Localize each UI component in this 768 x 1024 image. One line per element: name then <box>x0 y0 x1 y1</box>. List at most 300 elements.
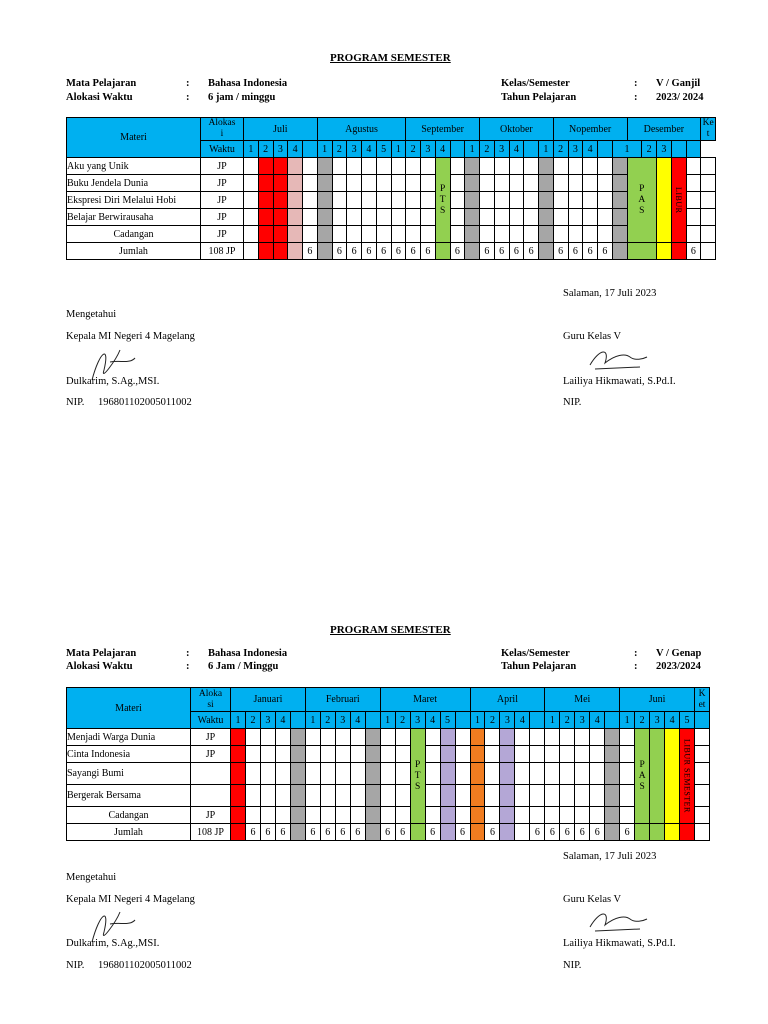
materi-cell: Menjadi Warga Dunia <box>67 729 191 746</box>
week-number: 3 <box>421 141 436 158</box>
doc1-alokasi-label: Alokasi Waktu <box>66 92 133 103</box>
week-cell <box>480 158 495 175</box>
count-cell <box>273 243 288 260</box>
count-cell <box>635 824 650 841</box>
week-cell <box>590 763 605 785</box>
week-number: 5 <box>680 712 695 729</box>
week-number: 2 <box>320 712 335 729</box>
week-spacer <box>303 141 318 158</box>
week-spacer <box>524 141 539 158</box>
doc1-title: PROGRAM SEMESTER <box>330 52 451 64</box>
week-cell <box>524 226 539 243</box>
week-cell <box>539 226 554 243</box>
count-cell: 6 <box>560 824 575 841</box>
week-cell <box>568 226 583 243</box>
count-cell <box>627 243 657 260</box>
materi-cell: Buku Jendela Dunia <box>67 175 201 192</box>
jp-cell: JP <box>201 192 244 209</box>
week-cell <box>494 158 509 175</box>
doc1-kelas-value: V / Ganjil <box>656 78 701 89</box>
materi-cell: Ekspresi Diri Melalui Hobi <box>67 192 201 209</box>
pas-cell: P A S <box>627 158 657 243</box>
jumlah-label: Jumlah <box>67 243 201 260</box>
week-cell <box>480 175 495 192</box>
ket-cell <box>686 141 701 158</box>
month-header: Maret <box>380 688 470 712</box>
week-cell <box>605 807 620 824</box>
week-cell <box>455 807 470 824</box>
week-cell <box>245 807 260 824</box>
week-cell <box>560 807 575 824</box>
week-cell <box>258 209 273 226</box>
week-cell <box>575 746 590 763</box>
week-cell <box>620 807 635 824</box>
week-cell <box>391 209 406 226</box>
count-cell <box>465 243 480 260</box>
week-cell <box>575 785 590 807</box>
week-cell <box>244 175 259 192</box>
week-cell <box>275 746 290 763</box>
week-cell <box>598 192 613 209</box>
count-cell: 6 <box>598 243 613 260</box>
week-cell <box>560 763 575 785</box>
doc1-kepala-name: Dulkarim, S.Ag.,MSI. <box>66 376 160 387</box>
count-cell <box>650 824 665 841</box>
week-number: 2 <box>635 712 650 729</box>
week-number: 1 <box>391 141 406 158</box>
week-cell <box>332 226 347 243</box>
week-cell <box>485 785 500 807</box>
materi-cell: Bergerak Bersama <box>67 785 191 807</box>
week-cell <box>590 807 605 824</box>
week-number: 1 <box>545 712 560 729</box>
week-cell <box>332 175 347 192</box>
week-number: 4 <box>425 712 440 729</box>
count-cell <box>500 824 515 841</box>
week-cell <box>470 746 485 763</box>
week-cell <box>288 226 303 243</box>
week-number: 2 <box>245 712 260 729</box>
count-cell: 6 <box>395 824 410 841</box>
week-cell <box>244 158 259 175</box>
week-cell <box>425 807 440 824</box>
week-cell <box>365 807 380 824</box>
week-cell <box>560 785 575 807</box>
week-cell <box>273 192 288 209</box>
libur-cell: LIBUR <box>671 158 686 243</box>
week-cell <box>317 158 332 175</box>
week-cell <box>303 158 318 175</box>
week-cell <box>260 746 275 763</box>
week-cell <box>455 729 470 746</box>
week-cell <box>470 763 485 785</box>
doc1-mapel-label: Mata Pelajaran <box>66 78 137 89</box>
count-cell <box>440 824 455 841</box>
week-cell <box>539 175 554 192</box>
week-cell <box>365 763 380 785</box>
week-cell <box>347 158 362 175</box>
week-cell <box>332 158 347 175</box>
week-cell <box>362 158 377 175</box>
count-cell: 6 <box>347 243 362 260</box>
week-cell <box>260 785 275 807</box>
doc1-kelas-label: Kelas/Semester <box>501 78 570 89</box>
count-cell: 6 <box>575 824 590 841</box>
week-cell <box>494 192 509 209</box>
week-number: 4 <box>583 141 598 158</box>
week-cell <box>583 175 598 192</box>
doc2-nip-label: NIP. <box>66 960 85 971</box>
ket-cell <box>701 209 716 226</box>
week-cell <box>485 807 500 824</box>
week-spacer <box>605 712 620 729</box>
week-cell <box>524 209 539 226</box>
week-cell <box>260 729 275 746</box>
week-cell <box>380 807 395 824</box>
week-cell <box>376 226 391 243</box>
week-cell <box>440 807 455 824</box>
week-cell <box>376 175 391 192</box>
week-cell <box>258 226 273 243</box>
ket-cell <box>695 746 710 763</box>
count-cell: 6 <box>350 824 365 841</box>
week-number: 4 <box>509 141 524 158</box>
week-cell <box>335 746 350 763</box>
count-cell <box>515 824 530 841</box>
week-cell <box>350 763 365 785</box>
week-cell <box>395 807 410 824</box>
week-cell <box>317 192 332 209</box>
doc1-tahun-label: Tahun Pelajaran <box>501 92 577 103</box>
jp-cell: JP <box>201 209 244 226</box>
doc2-guru-title: Guru Kelas V <box>563 894 622 905</box>
week-cell <box>347 175 362 192</box>
ket-cell <box>701 192 716 209</box>
week-cell <box>575 763 590 785</box>
week-cell <box>598 158 613 175</box>
yellow-cell <box>665 729 680 824</box>
count-cell <box>290 824 305 841</box>
doc2-kepala-name: Dulkarim, S.Ag.,MSI. <box>66 938 160 949</box>
ket-header: Ke t <box>702 118 714 139</box>
jp-cell: JP <box>201 158 244 175</box>
guru-signature-icon <box>585 343 650 373</box>
week-cell <box>273 226 288 243</box>
ket-cell <box>695 807 710 824</box>
doc1-nip-label: NIP. <box>66 397 85 408</box>
week-number: 2 <box>258 141 273 158</box>
week-number: 1 <box>465 141 480 158</box>
doc1-mengetahui: Mengetahui <box>66 309 117 320</box>
count-cell: 6 <box>362 243 377 260</box>
week-cell <box>406 158 421 175</box>
week-cell <box>391 192 406 209</box>
week-cell <box>244 226 259 243</box>
month-header: Desember <box>627 118 701 141</box>
week-cell <box>376 209 391 226</box>
week-number: 4 <box>288 141 303 158</box>
doc1-place-date: Salaman, 17 Juli 2023 <box>563 288 657 299</box>
week-number: 1 <box>305 712 320 729</box>
count-cell <box>231 824 246 841</box>
doc2-tahun-value: 2023/2024 <box>656 661 701 672</box>
week-cell <box>500 785 515 807</box>
count-cell: 6 <box>686 243 701 260</box>
week-number: 2 <box>553 141 568 158</box>
week-cell <box>421 226 436 243</box>
week-cell <box>317 175 332 192</box>
week-cell <box>590 729 605 746</box>
materi-cell: Aku yang Unik <box>67 158 201 175</box>
alokasi-header-waktu: Waktu <box>201 141 244 158</box>
week-cell <box>362 209 377 226</box>
week-cell <box>305 763 320 785</box>
week-cell <box>421 158 436 175</box>
week-cell <box>568 209 583 226</box>
doc1-colon: : <box>186 92 190 103</box>
week-cell <box>317 226 332 243</box>
week-number: 3 <box>500 712 515 729</box>
week-cell <box>545 807 560 824</box>
week-cell <box>598 226 613 243</box>
week-cell <box>530 746 545 763</box>
week-cell <box>509 192 524 209</box>
week-number: 4 <box>362 141 377 158</box>
week-cell <box>406 209 421 226</box>
ket-cell <box>701 175 716 192</box>
jp-cell: JP <box>201 226 244 243</box>
week-cell <box>273 175 288 192</box>
doc2-mengetahui: Mengetahui <box>66 872 117 883</box>
week-cell <box>391 226 406 243</box>
count-cell: 6 <box>275 824 290 841</box>
week-cell <box>350 729 365 746</box>
week-number: 2 <box>332 141 347 158</box>
materi-cell: Cinta Indonesia <box>67 746 191 763</box>
doc1-guru-nip-label: NIP. <box>563 397 582 408</box>
count-cell: 6 <box>376 243 391 260</box>
week-cell <box>465 175 480 192</box>
week-number: 2 <box>395 712 410 729</box>
alokasi-header: Aloka si <box>191 688 231 712</box>
count-cell: 6 <box>406 243 421 260</box>
week-number: 3 <box>273 141 288 158</box>
week-cell <box>553 175 568 192</box>
doc1-colon: : <box>186 78 190 89</box>
week-cell <box>380 729 395 746</box>
pts-cell: P T S <box>410 729 425 824</box>
doc2-mapel-label: Mata Pelajaran <box>66 648 137 659</box>
week-cell <box>258 158 273 175</box>
jumlah-label: Jumlah <box>67 824 191 841</box>
count-cell <box>470 824 485 841</box>
count-cell: 6 <box>530 824 545 841</box>
week-cell <box>290 746 305 763</box>
count-cell <box>680 824 695 841</box>
week-number: 2 <box>642 141 657 158</box>
week-cell <box>494 209 509 226</box>
count-cell <box>258 243 273 260</box>
week-cell <box>539 209 554 226</box>
count-cell: 6 <box>425 824 440 841</box>
week-cell <box>350 807 365 824</box>
week-cell <box>509 226 524 243</box>
week-cell <box>605 729 620 746</box>
week-cell <box>470 729 485 746</box>
week-cell <box>553 226 568 243</box>
week-cell <box>350 746 365 763</box>
count-cell: 6 <box>620 824 635 841</box>
count-cell <box>665 824 680 841</box>
week-cell <box>335 763 350 785</box>
week-cell <box>575 807 590 824</box>
week-cell <box>376 158 391 175</box>
week-cell <box>494 226 509 243</box>
week-cell <box>509 158 524 175</box>
week-cell <box>421 175 436 192</box>
count-cell <box>657 243 672 260</box>
week-cell <box>288 158 303 175</box>
week-cell <box>590 785 605 807</box>
week-cell <box>260 763 275 785</box>
week-cell <box>465 226 480 243</box>
month-header: Agustus <box>317 118 406 141</box>
week-cell <box>509 175 524 192</box>
week-cell <box>500 763 515 785</box>
week-cell <box>605 746 620 763</box>
week-cell <box>509 209 524 226</box>
ket-cell <box>701 243 716 260</box>
week-cell <box>515 785 530 807</box>
week-cell <box>605 763 620 785</box>
week-cell <box>553 209 568 226</box>
doc2-alokasi-value: 6 Jam / Minggu <box>208 661 279 672</box>
week-cell <box>553 192 568 209</box>
count-cell <box>539 243 554 260</box>
week-cell <box>539 158 554 175</box>
week-cell <box>303 192 318 209</box>
week-cell <box>335 729 350 746</box>
week-cell <box>421 209 436 226</box>
week-cell <box>515 763 530 785</box>
week-cell <box>231 807 246 824</box>
count-cell: 6 <box>332 243 347 260</box>
week-cell <box>545 763 560 785</box>
week-cell <box>530 785 545 807</box>
week-cell <box>335 785 350 807</box>
week-cell <box>620 729 635 746</box>
week-cell <box>305 785 320 807</box>
week-spacer <box>455 712 470 729</box>
week-cell <box>406 226 421 243</box>
week-cell <box>470 807 485 824</box>
week-cell <box>290 807 305 824</box>
count-cell: 6 <box>303 243 318 260</box>
week-spacer <box>598 141 613 158</box>
week-number: 4 <box>515 712 530 729</box>
week-cell <box>406 192 421 209</box>
week-cell <box>244 192 259 209</box>
week-number: 2 <box>485 712 500 729</box>
week-cell <box>320 785 335 807</box>
count-cell: 6 <box>590 824 605 841</box>
count-cell: 6 <box>245 824 260 841</box>
count-cell: 6 <box>455 824 470 841</box>
jp-cell: JP <box>191 807 231 824</box>
week-cell <box>365 785 380 807</box>
doc2-tahun-label: Tahun Pelajaran <box>501 661 577 672</box>
week-cell <box>332 209 347 226</box>
count-cell <box>244 243 259 260</box>
doc1-guru-title: Guru Kelas V <box>563 331 622 342</box>
week-number: 3 <box>494 141 509 158</box>
week-cell <box>231 763 246 785</box>
week-cell <box>332 192 347 209</box>
week-cell <box>455 785 470 807</box>
doc1-kepala-nip: 196801102005011002 <box>98 397 192 408</box>
week-cell <box>612 158 627 175</box>
week-cell <box>455 763 470 785</box>
alokasi-header-waktu: Waktu <box>191 712 231 729</box>
doc2-colon: : <box>186 661 190 672</box>
doc2-place-date: Salaman, 17 Juli 2023 <box>563 851 657 862</box>
week-cell <box>440 729 455 746</box>
week-cell <box>583 226 598 243</box>
ket-cell <box>695 712 710 729</box>
week-cell <box>530 807 545 824</box>
week-cell <box>305 729 320 746</box>
week-cell <box>303 226 318 243</box>
week-cell <box>515 746 530 763</box>
count-cell: 6 <box>421 243 436 260</box>
count-cell <box>435 243 450 260</box>
month-header: April <box>470 688 545 712</box>
week-cell <box>288 192 303 209</box>
doc2-alokasi-label: Alokasi Waktu <box>66 661 133 672</box>
week-cell <box>245 785 260 807</box>
week-cell <box>583 192 598 209</box>
count-cell: 6 <box>305 824 320 841</box>
week-number: 5 <box>376 141 391 158</box>
count-cell: 6 <box>391 243 406 260</box>
week-number: 4 <box>275 712 290 729</box>
week-cell <box>258 192 273 209</box>
week-cell <box>365 746 380 763</box>
count-cell: 6 <box>380 824 395 841</box>
week-cell <box>380 785 395 807</box>
materi-header: Materi <box>67 688 191 729</box>
week-cell <box>231 785 246 807</box>
month-header: Juni <box>620 688 695 712</box>
week-cell <box>305 746 320 763</box>
materi-cell: Cadangan <box>67 226 201 243</box>
count-cell: 6 <box>553 243 568 260</box>
doc2-kelas-value: V / Genap <box>656 648 702 659</box>
week-cell <box>480 209 495 226</box>
count-cell: 6 <box>260 824 275 841</box>
week-cell <box>350 785 365 807</box>
week-number: 1 <box>470 712 485 729</box>
jp-cell <box>191 785 231 807</box>
week-cell <box>347 209 362 226</box>
week-cell <box>380 746 395 763</box>
week-cell <box>612 192 627 209</box>
week-cell <box>320 807 335 824</box>
week-number: 3 <box>410 712 425 729</box>
week-cell <box>560 746 575 763</box>
count-cell <box>317 243 332 260</box>
month-header: Januari <box>231 688 306 712</box>
